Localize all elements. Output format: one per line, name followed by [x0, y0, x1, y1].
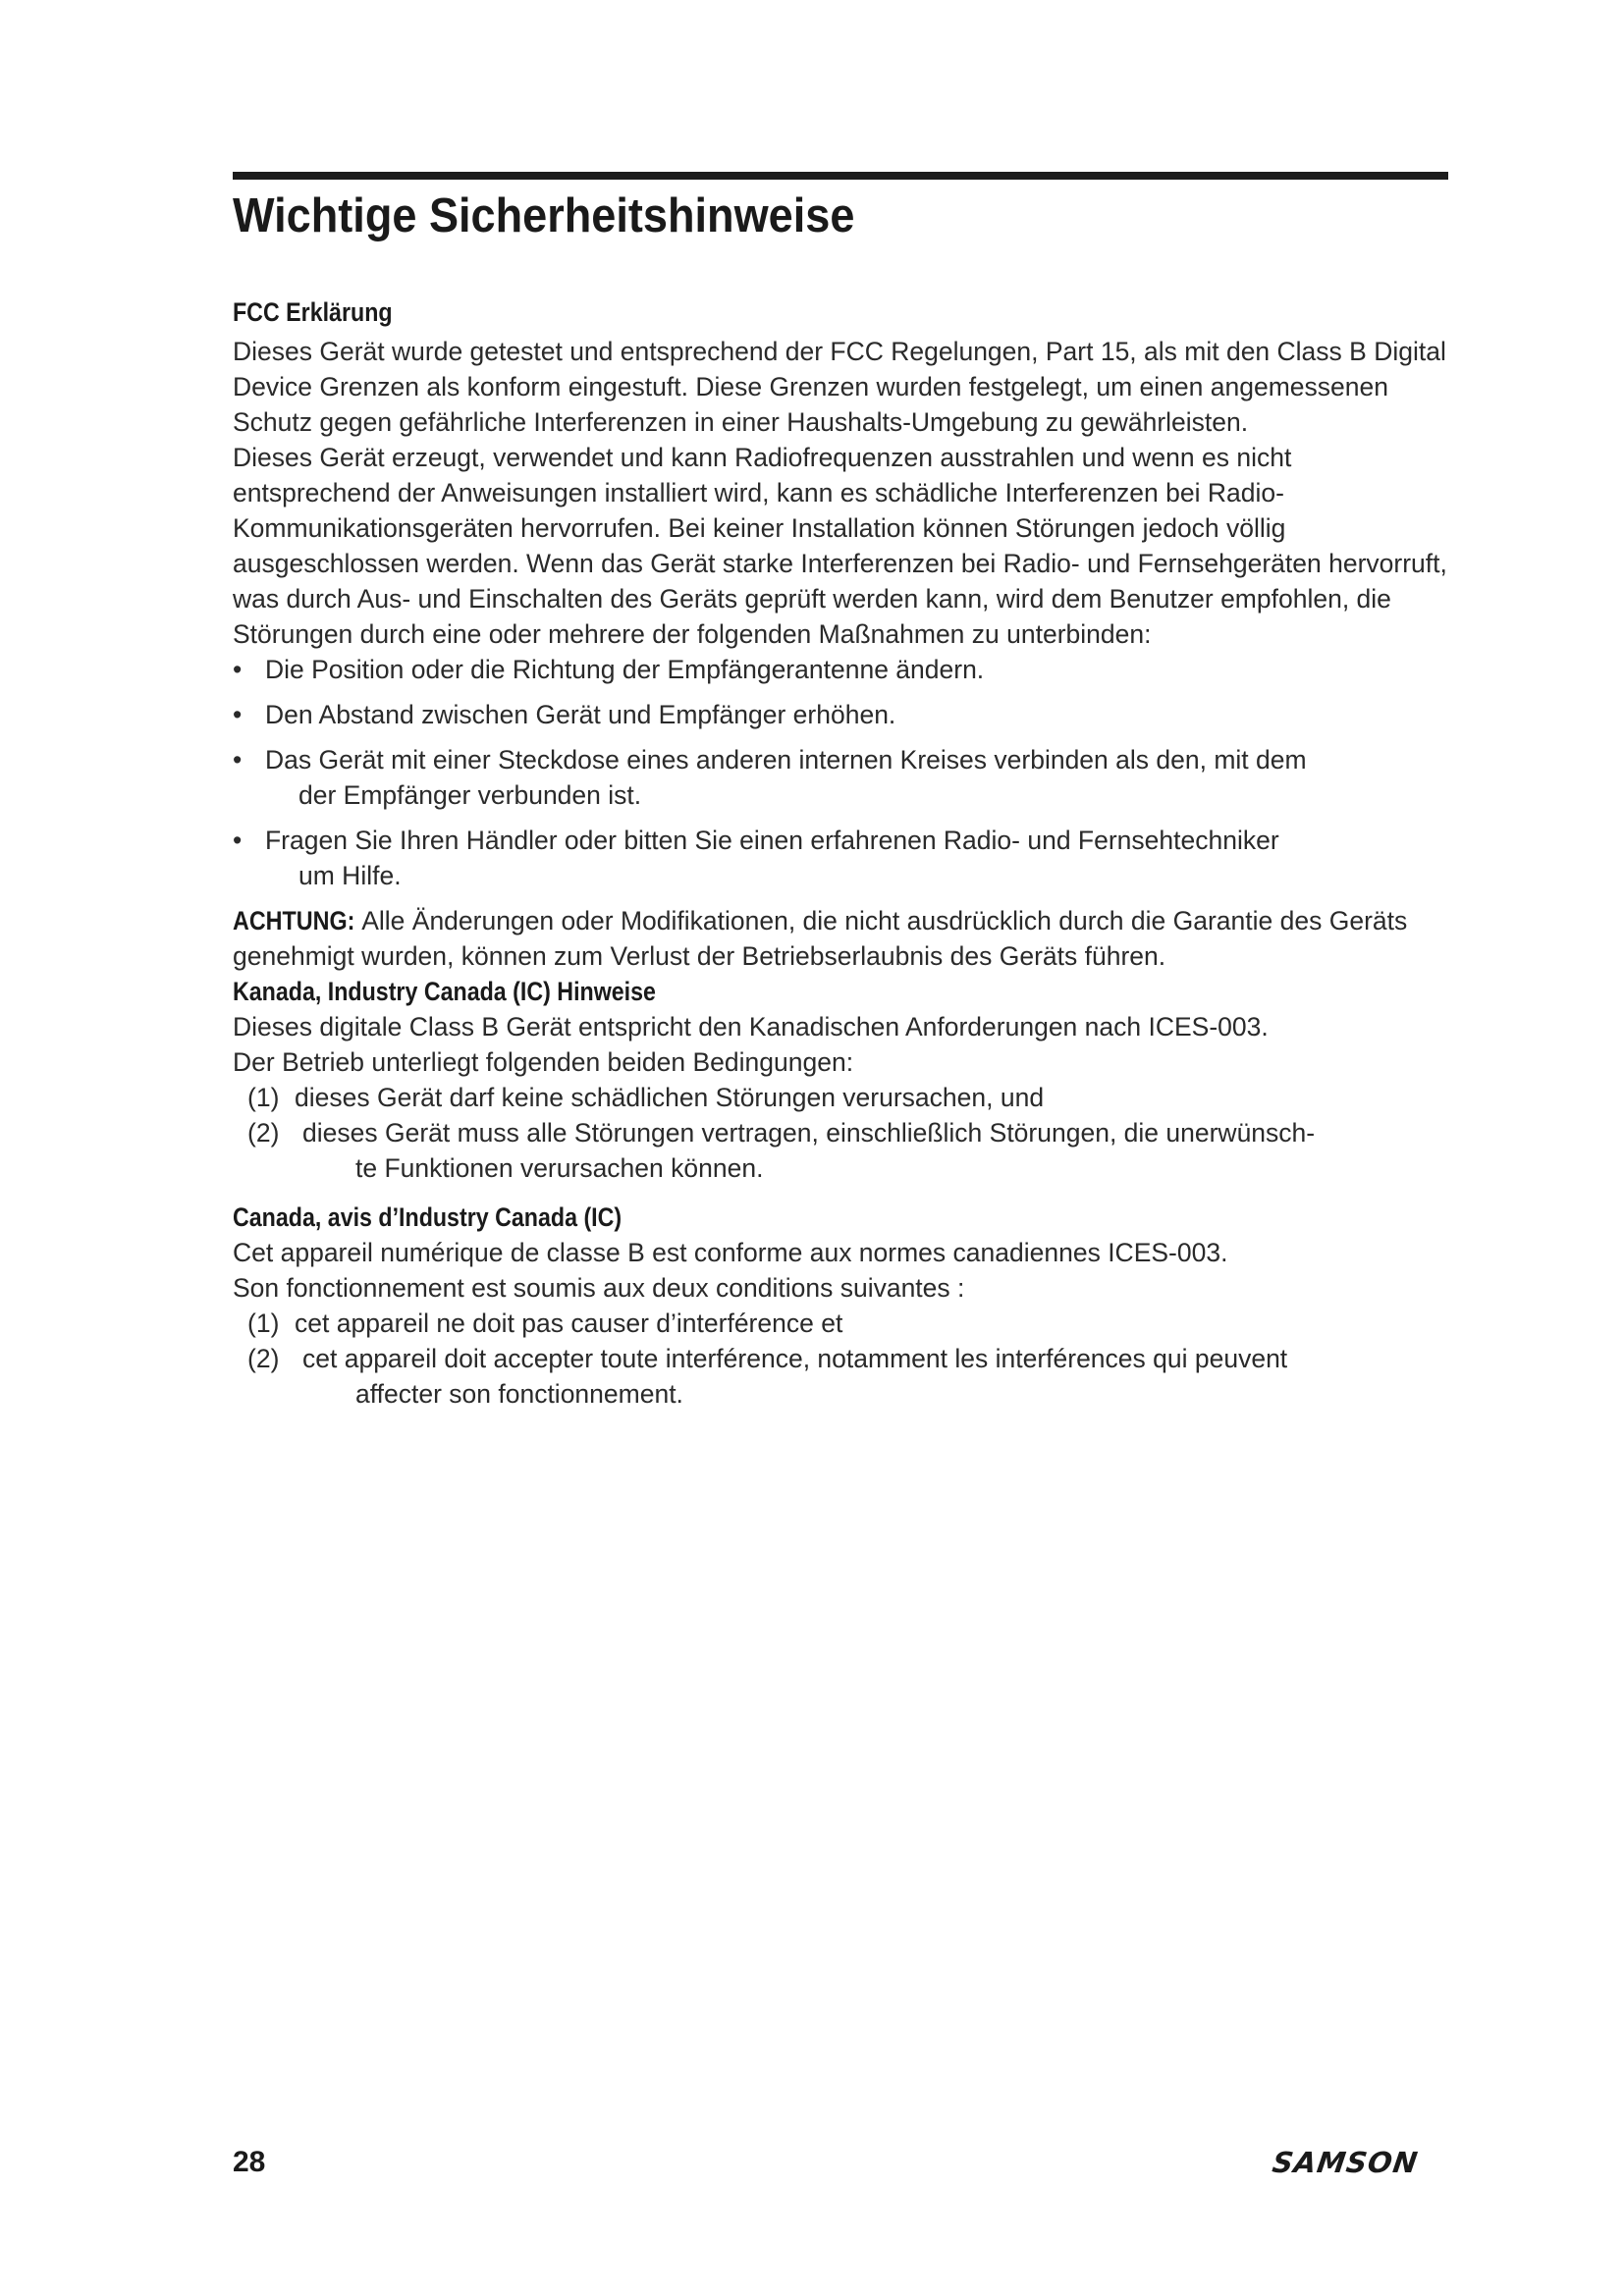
canada-fr-heading: Canada, avis d’Industry Canada (IC) — [233, 1202, 623, 1232]
bullet-icon: • — [233, 700, 243, 729]
condition-continuation: affecter son fonctionnement. — [355, 1379, 683, 1409]
bullet-icon: • — [233, 826, 243, 855]
canada-de-line-2: Der Betrieb unterliegt folgenden beiden Bedingungen: — [233, 1047, 854, 1077]
condition-number: (1) — [247, 1308, 280, 1338]
condition-text: cet appareil doit accepter toute interférence, notamment les interférences qui peuvent — [302, 1344, 1288, 1373]
main-content — [233, 294, 1448, 1412]
list-item-text: Das Gerät mit einer Steckdose eines anderen internen Kreises verbinden als den, mit dem — [265, 745, 1307, 774]
warning-text: Alle Änderungen oder Modifikationen, die nicht ausdrücklich durch die Garantie des Geräts genehmigt wurden, können zum Verlust der Betriebserlaubnis des Geräts führen. — [233, 906, 1408, 971]
condition-number: (2) — [247, 1118, 280, 1148]
list-item-continuation: der Empfänger verbunden ist. — [298, 780, 642, 810]
condition-text: dieses Gerät darf keine schädlichen Störungen verursachen, und — [295, 1083, 1045, 1112]
list-item — [233, 742, 1448, 813]
warning-label: ACHTUNG: — [233, 906, 355, 935]
fcc-measures-list — [233, 652, 1448, 893]
canada-fr-condition-1 — [233, 1306, 1448, 1341]
title-rule — [233, 172, 1448, 180]
list-item-continuation: um Hilfe. — [298, 861, 402, 890]
canada-de-condition-2 — [233, 1115, 1448, 1186]
fcc-paragraph-2: Dieses Gerät erzeugt, verwendet und kann Radiofrequenzen ausstrahlen und wenn es nicht entsprechend der Anweisungen installiert wird, kann es schädliche Interferenzen bei Radio-Kommunikationsgeräten hervorrufen. Bei keiner Installation können Störungen jedoch völlig ausgeschlossen werden. Wenn das Gerät starke Interferenzen bei Radio- und Fernsehgeräten hervorruft, was durch Aus- und Einschalten des Geräts geprüft werden kann, wird dem Benutzer empfohlen, die Störungen durch eine oder mehrere der folgenden Maßnahmen zu unterbinden: — [233, 443, 1447, 649]
condition-continuation: te Funktionen verursachen können. — [355, 1153, 764, 1183]
list-item-text: Den Abstand zwischen Gerät und Empfänger erhöhen. — [265, 700, 896, 729]
canada-de-condition-1 — [233, 1080, 1448, 1115]
canada-fr-condition-2 — [233, 1341, 1448, 1412]
list-item — [233, 697, 1448, 732]
condition-number: (2) — [247, 1344, 280, 1373]
canada-fr-line-1: Cet appareil numérique de classe B est conforme aux normes canadiennes ICES-003. — [233, 1238, 1228, 1267]
condition-number: (1) — [247, 1083, 280, 1112]
bullet-icon: • — [233, 745, 243, 774]
bullet-icon: • — [233, 655, 243, 684]
condition-text: cet appareil ne doit pas causer d’interférence et — [295, 1308, 843, 1338]
list-item-text: Die Position oder die Richtung der Empfängerantenne ändern. — [265, 655, 985, 684]
samson-logo: SAMSON — [1270, 2146, 1421, 2179]
list-item-text: Fragen Sie Ihren Händler oder bitten Sie einen erfahrenen Radio- und Fernsehtechniker — [265, 826, 1279, 855]
page-title: Wichtige Sicherheitshinweise — [233, 189, 855, 242]
fcc-paragraph-1: Dieses Gerät wurde getestet und entsprechend der FCC Regelungen, Part 15, als mit den Class B Digital Device Grenzen als konform eingestuft. Diese Grenzen wurden festgelegt, um einen angemessenen Schutz gegen gefährliche Interferenzen in einer Haushalts-Umgebung zu gewährleisten. — [233, 337, 1446, 437]
list-item — [233, 823, 1448, 893]
warning-paragraph — [233, 903, 1448, 974]
condition-text: dieses Gerät muss alle Störungen vertragen, einschließlich Störungen, die unerwünsch- — [302, 1118, 1316, 1148]
page-number: 28 — [233, 2146, 266, 2178]
fcc-heading: FCC Erklärung — [233, 297, 393, 327]
canada-de-heading: Kanada, Industry Canada (IC) Hinweise — [233, 977, 656, 1006]
canada-de-line-1: Dieses digitale Class B Gerät entspricht den Kanadischen Anforderungen nach ICES-003. — [233, 1012, 1269, 1041]
canada-fr-line-2: Son fonctionnement est soumis aux deux conditions suivantes : — [233, 1273, 965, 1303]
list-item — [233, 652, 1448, 687]
